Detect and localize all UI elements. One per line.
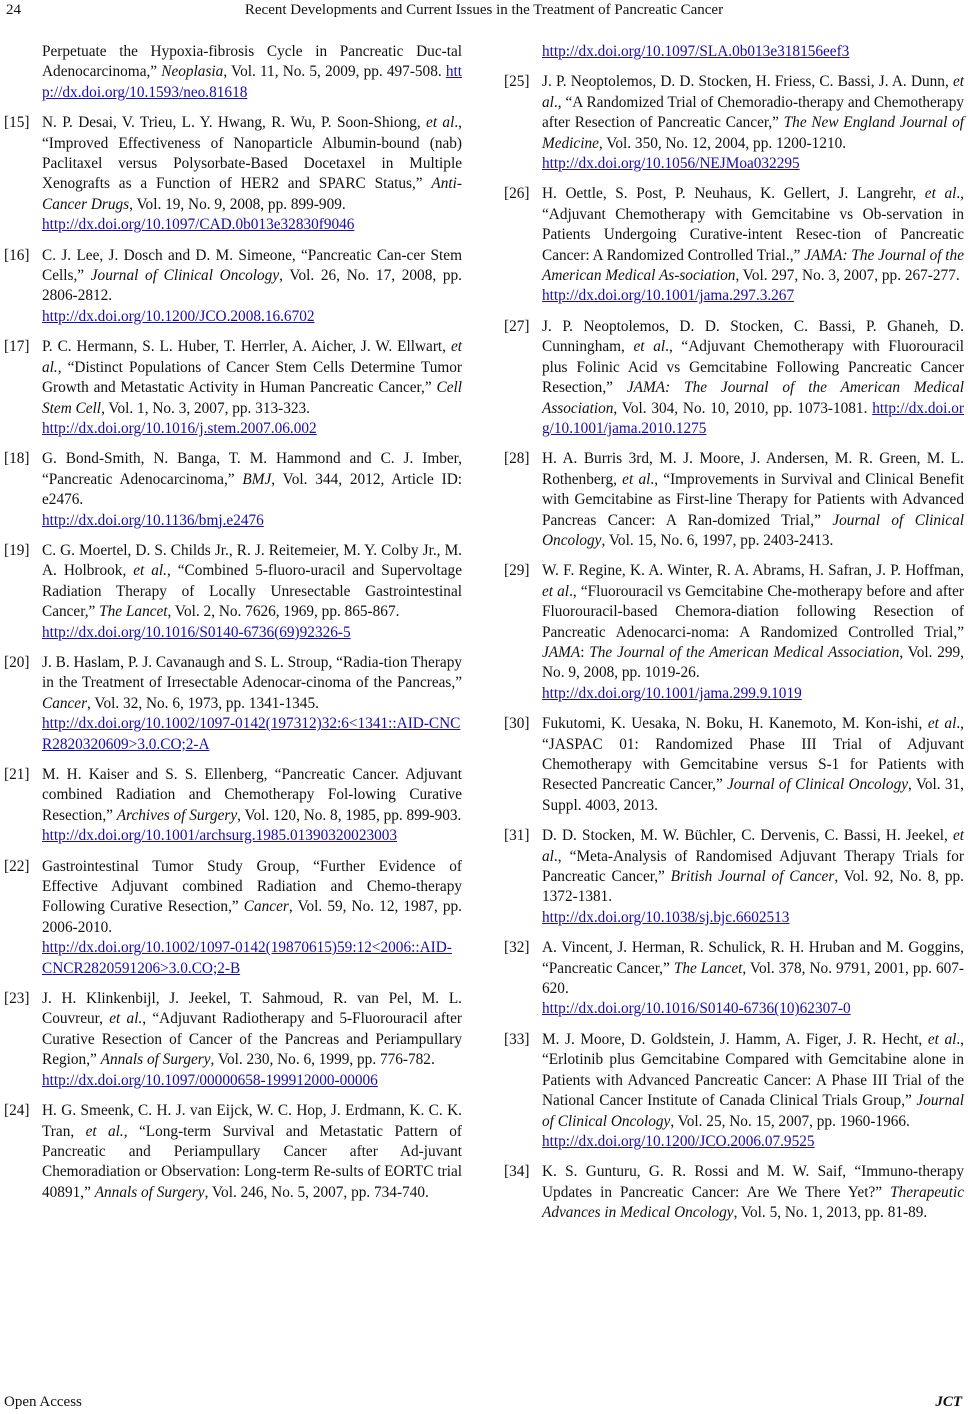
reference-journal: BMJ <box>242 470 272 488</box>
reference-details: , Vol. 297, No. 3, 2007, pp. 267-277. <box>735 267 960 285</box>
reference-authors: M. H. Kaiser and S. S. Ellenberg, “Pancreatic Cancer. Adjuvant combined Radiation and Chemotherapy Fol-lowing Curative Resection,” <box>42 766 462 824</box>
reference-authors: Fukutomi, K. Uesaka, N. Boku, H. Kanemoto, M. Kon-ishi, <box>542 715 928 733</box>
reference-journal: The New England Journal of Medicine <box>542 114 964 152</box>
reference-details: , Vol. 304, No. 10, 2010, pp. 1073-1081. <box>613 399 873 417</box>
reference-details: , Vol. 11, No. 5, 2009, pp. 497-508. <box>223 63 446 81</box>
reference-number: [26] <box>504 185 530 203</box>
doi-link[interactable]: http://dx.doi.org/10.1593/neo.81618 <box>42 63 462 101</box>
reference-authors: K. S. Gunturu, G. R. Rossi and M. W. Saif, “Immuno-therapy Updates in Pancreatic Cancer: Are We There Yet?” <box>542 1163 964 1201</box>
reference-body <box>542 1030 964 1152</box>
reference-title: ., “Adjuvant Chemotherapy with Gemcitabine vs Ob-servation in Patients Undergoing Curative-intent Resec-tion of Pancreatic Cancer: A Randomized Controlled Trial.,” <box>542 185 964 264</box>
doi-link[interactable]: http://dx.doi.org/10.1136/bmj.e2476 <box>42 511 264 529</box>
doi-link[interactable]: http://dx.doi.org/10.1016/S0140-6736(69)92326-5 <box>42 623 351 641</box>
reference-journal: Neoplasia <box>161 63 224 81</box>
reference-authors: Gastrointestinal Tumor Study Group, “Further Evidence of Effective Adjuvant combined Radiation and Chemo-therapy Following Curative Resection,” <box>42 857 462 916</box>
reference-body <box>542 42 964 62</box>
reference-number: [34] <box>504 1163 530 1181</box>
doi-link[interactable]: http://dx.doi.org/10.1001/jama.299.9.1019 <box>542 684 802 702</box>
reference-body <box>542 317 964 439</box>
reference-entry <box>4 449 462 531</box>
reference-journal: The Journal of the American Medical Association <box>589 643 900 661</box>
reference-number: [30] <box>504 715 530 733</box>
reference-title: , “Distinct Populations of Cancer Stem Cells Determine Tumor Growth and Metastatic Activity in Human Pancreatic Cancer,” <box>42 358 462 397</box>
reference-title: ., “JASPAC 01: Randomized Phase III Trial of Adjuvant Chemotherapy with Gemcitabine versus S-1 for Patients with Resected Pancreatic Cancer,” <box>542 715 964 794</box>
reference-entry <box>504 826 964 928</box>
reference-entry <box>4 541 462 643</box>
reference-entry <box>504 317 964 439</box>
reference-etal: et al <box>542 582 570 600</box>
reference-details: : <box>580 643 590 661</box>
reference-body <box>42 765 462 847</box>
reference-number: [20] <box>4 653 30 671</box>
reference-body <box>42 246 462 328</box>
reference-authors: C. J. Lee, J. Dosch and D. M. Simeone, “Pancreatic Can-cer Stem Cells,” <box>42 246 462 285</box>
reference-number: [25] <box>504 73 530 91</box>
reference-number: [32] <box>504 939 530 957</box>
reference-entry <box>504 42 964 62</box>
reference-entry <box>504 1030 964 1152</box>
reference-title: , “Combined 5-fluoro-uracil and Supervoltage Radiation Therapy of Locally Unresectable Gastrointestinal Cancer,” <box>42 562 462 621</box>
doi-link[interactable]: http://dx.doi.org/10.1002/1097-0142(19870615)59:12<2006::AID-CNCR2820591206>3.0.CO;2-B <box>42 939 452 977</box>
reference-entry <box>504 561 964 704</box>
reference-entry <box>4 1101 462 1203</box>
reference-authors: H. Oettle, S. Post, P. Neuhaus, K. Gellert, J. Langrehr, <box>542 185 925 203</box>
reference-number: [23] <box>4 990 30 1008</box>
reference-details: , Vol. 246, No. 5, 2007, pp. 734-740. <box>204 1183 429 1201</box>
reference-journal: Cell Stem Cell <box>42 379 462 417</box>
reference-body <box>42 337 462 439</box>
reference-entry <box>4 857 462 979</box>
reference-journal: Journal of Clinical Oncology <box>542 511 964 549</box>
reference-journal: British Journal of Cancer <box>670 868 835 886</box>
reference-body <box>542 1162 964 1223</box>
reference-authors: A. Vincent, J. Herman, R. Schulick, R. H. Hruban and M. Goggins, “Pancreatic Cancer,” <box>542 939 964 977</box>
doi-link[interactable]: http://dx.doi.org/10.1016/j.stem.2007.06.002 <box>42 419 317 437</box>
reference-entry <box>504 1162 964 1223</box>
reference-number: [18] <box>4 450 30 468</box>
reference-entry <box>504 184 964 306</box>
reference-number: [22] <box>4 857 30 875</box>
reference-body <box>542 449 964 551</box>
reference-journal: Annals of Surgery <box>94 1183 205 1201</box>
reference-details: , Vol. 2, No. 7626, 1969, pp. 865-867. <box>167 603 400 621</box>
reference-number: [33] <box>504 1030 530 1048</box>
reference-entry <box>4 42 462 103</box>
reference-entry <box>504 938 964 1020</box>
reference-details: , Vol. 25, No. 15, 2007, pp. 1960-1966. <box>670 1112 910 1130</box>
reference-number: [31] <box>504 827 530 845</box>
reference-body <box>542 72 964 174</box>
reference-body <box>542 938 964 1020</box>
reference-number: [29] <box>504 562 530 580</box>
reference-entry <box>504 714 964 816</box>
doi-link[interactable]: http://dx.doi.org/10.1038/sj.bjc.6602513 <box>542 908 790 926</box>
reference-title: ., “Adjuvant Chemotherapy with Fluorouracil plus Folinic Acid vs Gemcitabine Following Pancreatic Cancer Resection,” <box>542 338 964 397</box>
open-access-label: Open Access <box>4 1394 82 1410</box>
page-footer <box>0 1394 968 1414</box>
reference-authors: J. B. Haslam, P. J. Cavanaugh and S. L. Stroup, “Radia-tion Therapy in the Treatment of Irresectable Adenocar-cinoma of the Pancreas,” <box>42 653 462 692</box>
reference-body <box>42 42 462 103</box>
reference-entry <box>4 653 462 755</box>
reference-entry <box>4 989 462 1091</box>
doi-link[interactable]: http://dx.doi.org/10.1002/1097-0142(197312)32:6<1341::AID-CNCR2820320609>3.0.CO;2-A <box>42 715 461 753</box>
reference-number: [17] <box>4 338 30 356</box>
reference-body <box>42 449 462 531</box>
reference-authors: C. G. Moertel, D. S. Childs Jr., R. J. Reitemeier, M. Y. Colby Jr., M. A. Holbrook, <box>42 541 462 580</box>
reference-authors: Perpetuate the Hypoxia-fibrosis Cycle in Pancreatic Duc-tal Adenocarcinoma,” <box>42 43 462 81</box>
reference-journal: : The Journal of the American Medical As-sociation <box>542 246 964 285</box>
reference-journal: Anti-Cancer Drugs <box>42 175 462 213</box>
reference-title: , “Adjuvant Radiotherapy and 5-Fluorouracil after Curative Resection of Cancer of the Pancreas and Periampullary Region,” <box>42 1010 462 1069</box>
reference-journal: The Lancet <box>99 603 168 621</box>
reference-details: , Vol. 230, No. 6, 1999, pp. 776-782. <box>210 1051 435 1069</box>
doi-link[interactable]: http://dx.doi.org/10.1001/archsurg.1985.01390320023003 <box>42 827 398 845</box>
reference-details: , Vol. 378, No. 9791, 2001, pp. 607-620. <box>542 959 965 998</box>
reference-etal: et al <box>426 114 455 132</box>
left-column <box>4 42 462 1213</box>
reference-journal: Cancer <box>42 694 88 712</box>
reference-number: [21] <box>4 766 30 783</box>
reference-details: , Vol. 59, No. 12, 1987, pp. 2006-2010. <box>42 898 463 936</box>
reference-etal: et al <box>924 185 957 203</box>
reference-title: ., “Erlotinib plus Gemcitabine Compared with Gemcitabine alone in Patients with Advanced Pancreatic Cancer: A Phase III Trial of the National Cancer Institute of Canada Clinical Trials Group,” <box>542 1030 964 1110</box>
reference-authors: W. F. Regine, K. A. Winter, R. A. Abrams, H. Safran, J. P. Hoffman, <box>542 562 964 580</box>
reference-journal: Annals of Surgery <box>100 1051 211 1069</box>
reference-entry <box>504 72 964 174</box>
right-column <box>504 42 964 1234</box>
reference-details: , Vol. 92, No. 8, pp. 1372-1381. <box>542 868 965 906</box>
reference-etal: et al <box>622 470 651 488</box>
reference-etal: et al <box>927 1030 957 1048</box>
reference-journal: Journal of Clinical Oncology <box>90 267 280 285</box>
reference-details: , Vol. 1, No. 3, 2007, pp. 313-323. <box>101 399 310 417</box>
reference-entry <box>4 113 462 235</box>
doi-link[interactable]: http://dx.doi.org/10.1001/jama.2010.1275 <box>542 399 964 437</box>
reference-journal: JAMA: The Journal of the American Medical Association <box>542 379 964 417</box>
reference-number: [16] <box>4 246 30 264</box>
reference-title: , “Long-term Survival and Metastatic Pattern of Pancreatic and Periampullary Cancer after Ad-juvant Chemoradiation or Observation: Long-term Re-sults of EORTC trial 40891,” <box>42 1122 462 1201</box>
reference-details: , Vol. 120, No. 8, 1985, pp. 899-903. <box>237 806 462 824</box>
reference-entry <box>504 449 964 551</box>
reference-authors: J. P. Neoptolemos, D. D. Stocken, H. Friess, C. Bassi, J. A. Dunn, <box>542 73 953 91</box>
reference-journal: Journal of Clinical Oncology <box>727 776 909 794</box>
reference-etal: et al <box>542 827 964 865</box>
reference-entry <box>4 765 462 847</box>
reference-body <box>42 989 462 1091</box>
reference-body <box>542 184 964 306</box>
reference-etal: et al. <box>42 338 462 376</box>
reference-number: [15] <box>4 114 30 132</box>
reference-details: , Vol. 350, No. 12, 2004, pp. 1200-1210. <box>598 134 847 152</box>
reference-authors: M. J. Moore, D. Goldstein, J. Hamm, A. Figer, J. R. Hecht, <box>542 1030 928 1048</box>
reference-journal: JAMA <box>804 246 843 264</box>
reference-details: , Vol. 31, Suppl. 4003, 2013. <box>542 776 964 814</box>
reference-journal: Cancer <box>243 898 289 916</box>
reference-details: , Vol. 26, No. 17, 2008, pp. 2806-2812. <box>42 267 462 305</box>
reference-etal: et al <box>542 73 964 111</box>
journal-abbrev: JCT <box>935 1394 962 1410</box>
reference-journal: Therapeutic Advances in Medical Oncology <box>542 1183 964 1222</box>
reference-details: , Vol. 299, No. 9, 2008, pp. 1019-26. <box>542 643 964 682</box>
reference-authors: P. C. Hermann, S. L. Huber, T. Herrler, A. Aicher, J. W. Ellwart, <box>42 338 451 356</box>
reference-body <box>542 826 964 928</box>
reference-details: , Vol. 15, No. 6, 1997, pp. 2403-2413. <box>601 531 834 549</box>
doi-link[interactable]: http://dx.doi.org/10.1056/NEJMoa032295 <box>542 155 800 173</box>
reference-authors: N. P. Desai, V. Trieu, L. Y. Hwang, R. Wu, P. Soon-Shiong, <box>42 114 427 132</box>
reference-journal: JAMA <box>542 643 581 661</box>
reference-etal: et al. <box>109 1010 143 1028</box>
reference-number: [28] <box>504 450 530 468</box>
reference-details: , Vol. 32, No. 6, 1973, pp. 1341-1345. <box>87 694 319 712</box>
reference-number <box>504 42 542 62</box>
reference-authors: J. P. Neoptolemos, D. D. Stocken, C. Bassi, P. Ghaneh, D. Cunningham, <box>542 317 964 356</box>
doi-link[interactable]: http://dx.doi.org/10.1097/CAD.0b013e32830f9046 <box>42 216 355 234</box>
reference-authors: J. H. Klinkenbijl, J. Jeekel, T. Sahmoud, R. van Pel, M. L. Couvreur, <box>42 990 462 1028</box>
reference-authors: H. A. Burris 3rd, M. J. Moore, J. Andersen, M. R. Green, M. L. Rothenberg, <box>542 450 964 488</box>
reference-body <box>42 653 462 755</box>
reference-details: , Vol. 344, 2012, Article ID: e2476. <box>42 470 463 509</box>
reference-etal: et al <box>927 715 957 733</box>
doi-link[interactable]: http://dx.doi.org/10.1200/JCO.2006.07.9525 <box>542 1132 815 1150</box>
reference-entry <box>4 337 462 439</box>
reference-title: ., “Meta-Analysis of Randomised Adjuvant Therapy Trials for Pancreatic Cancer,” <box>542 847 964 886</box>
reference-authors: D. D. Stocken, M. W. Büchler, C. Dervenis, C. Bassi, H. Jeekel, <box>542 827 953 845</box>
doi-link[interactable]: http://dx.doi.org/10.1097/SLA.0b013e318156eef3 <box>542 43 850 60</box>
reference-title: ., “Fluorouracil vs Gemcitabine Che-motherapy before and after Fluorouracil-based Chemora-diation following Resection of Pancreatic Adenocarci-noma: A Randomized Controlled Trial,” <box>542 582 964 641</box>
reference-title: ., “A Randomized Trial of Chemoradio-therapy and Chemotherapy after Resection of Pancreatic Cancer,” <box>542 93 964 132</box>
reference-title: ., “Improvements in Survival and Clinical Benefit with Gemcitabine as First-line Therapy for Patients with Advanced Pancreas Cancer: A Ran-domized Trial,” <box>542 470 964 529</box>
reference-number: [19] <box>4 541 30 559</box>
page-header <box>0 0 968 24</box>
page-number: 24 <box>6 2 21 18</box>
reference-journal: Archives of Surgery <box>116 806 238 824</box>
reference-body <box>542 561 964 704</box>
reference-body <box>42 857 462 979</box>
reference-body <box>42 541 462 643</box>
reference-entry <box>4 246 462 328</box>
reference-authors: H. G. Smeenk, C. H. J. van Eijck, W. C. Hop, J. Erdmann, K. C. K. Tran, <box>42 1102 462 1140</box>
reference-body <box>542 714 964 816</box>
reference-authors: G. Bond-Smith, N. Banga, T. M. Hammond and C. J. Imber, “Pancreatic Adenocarcinoma,” <box>42 450 462 488</box>
reference-journal: Journal of Clinical Oncology <box>542 1092 964 1130</box>
reference-number <box>4 42 42 103</box>
doi-link[interactable]: http://dx.doi.org/10.1016/S0140-6736(10)62307-0 <box>542 1000 851 1018</box>
reference-body <box>42 113 462 235</box>
reference-etal: et al. <box>85 1122 124 1140</box>
reference-details: , Vol. 5, No. 1, 2013, pp. 81-89. <box>733 1204 928 1222</box>
reference-etal: et al <box>633 338 666 356</box>
reference-details: , Vol. 19, No. 9, 2008, pp. 899-909. <box>129 195 346 213</box>
reference-etal: et al. <box>133 562 167 580</box>
reference-title: ., “Improved Effectiveness of Nanoparticle Albumin-bound (nab) Paclitaxel versus Polysorbate-Based Docetaxel in Multiple Xenografts as a Function of HER2 and SPARC Status,” <box>42 114 462 193</box>
reference-body <box>42 1101 462 1203</box>
doi-link[interactable]: http://dx.doi.org/10.1200/JCO.2008.16.6702 <box>42 307 315 325</box>
running-title: Recent Developments and Current Issues in the Treatment of Pancreatic Cancer <box>244 2 724 18</box>
doi-link[interactable]: http://dx.doi.org/10.1097/00000658-199912000-00006 <box>42 1071 378 1089</box>
reference-journal: The Lancet <box>673 959 743 977</box>
reference-number: [24] <box>4 1102 30 1120</box>
reference-number: [27] <box>504 317 530 335</box>
doi-link[interactable]: http://dx.doi.org/10.1001/jama.297.3.267 <box>542 287 795 305</box>
